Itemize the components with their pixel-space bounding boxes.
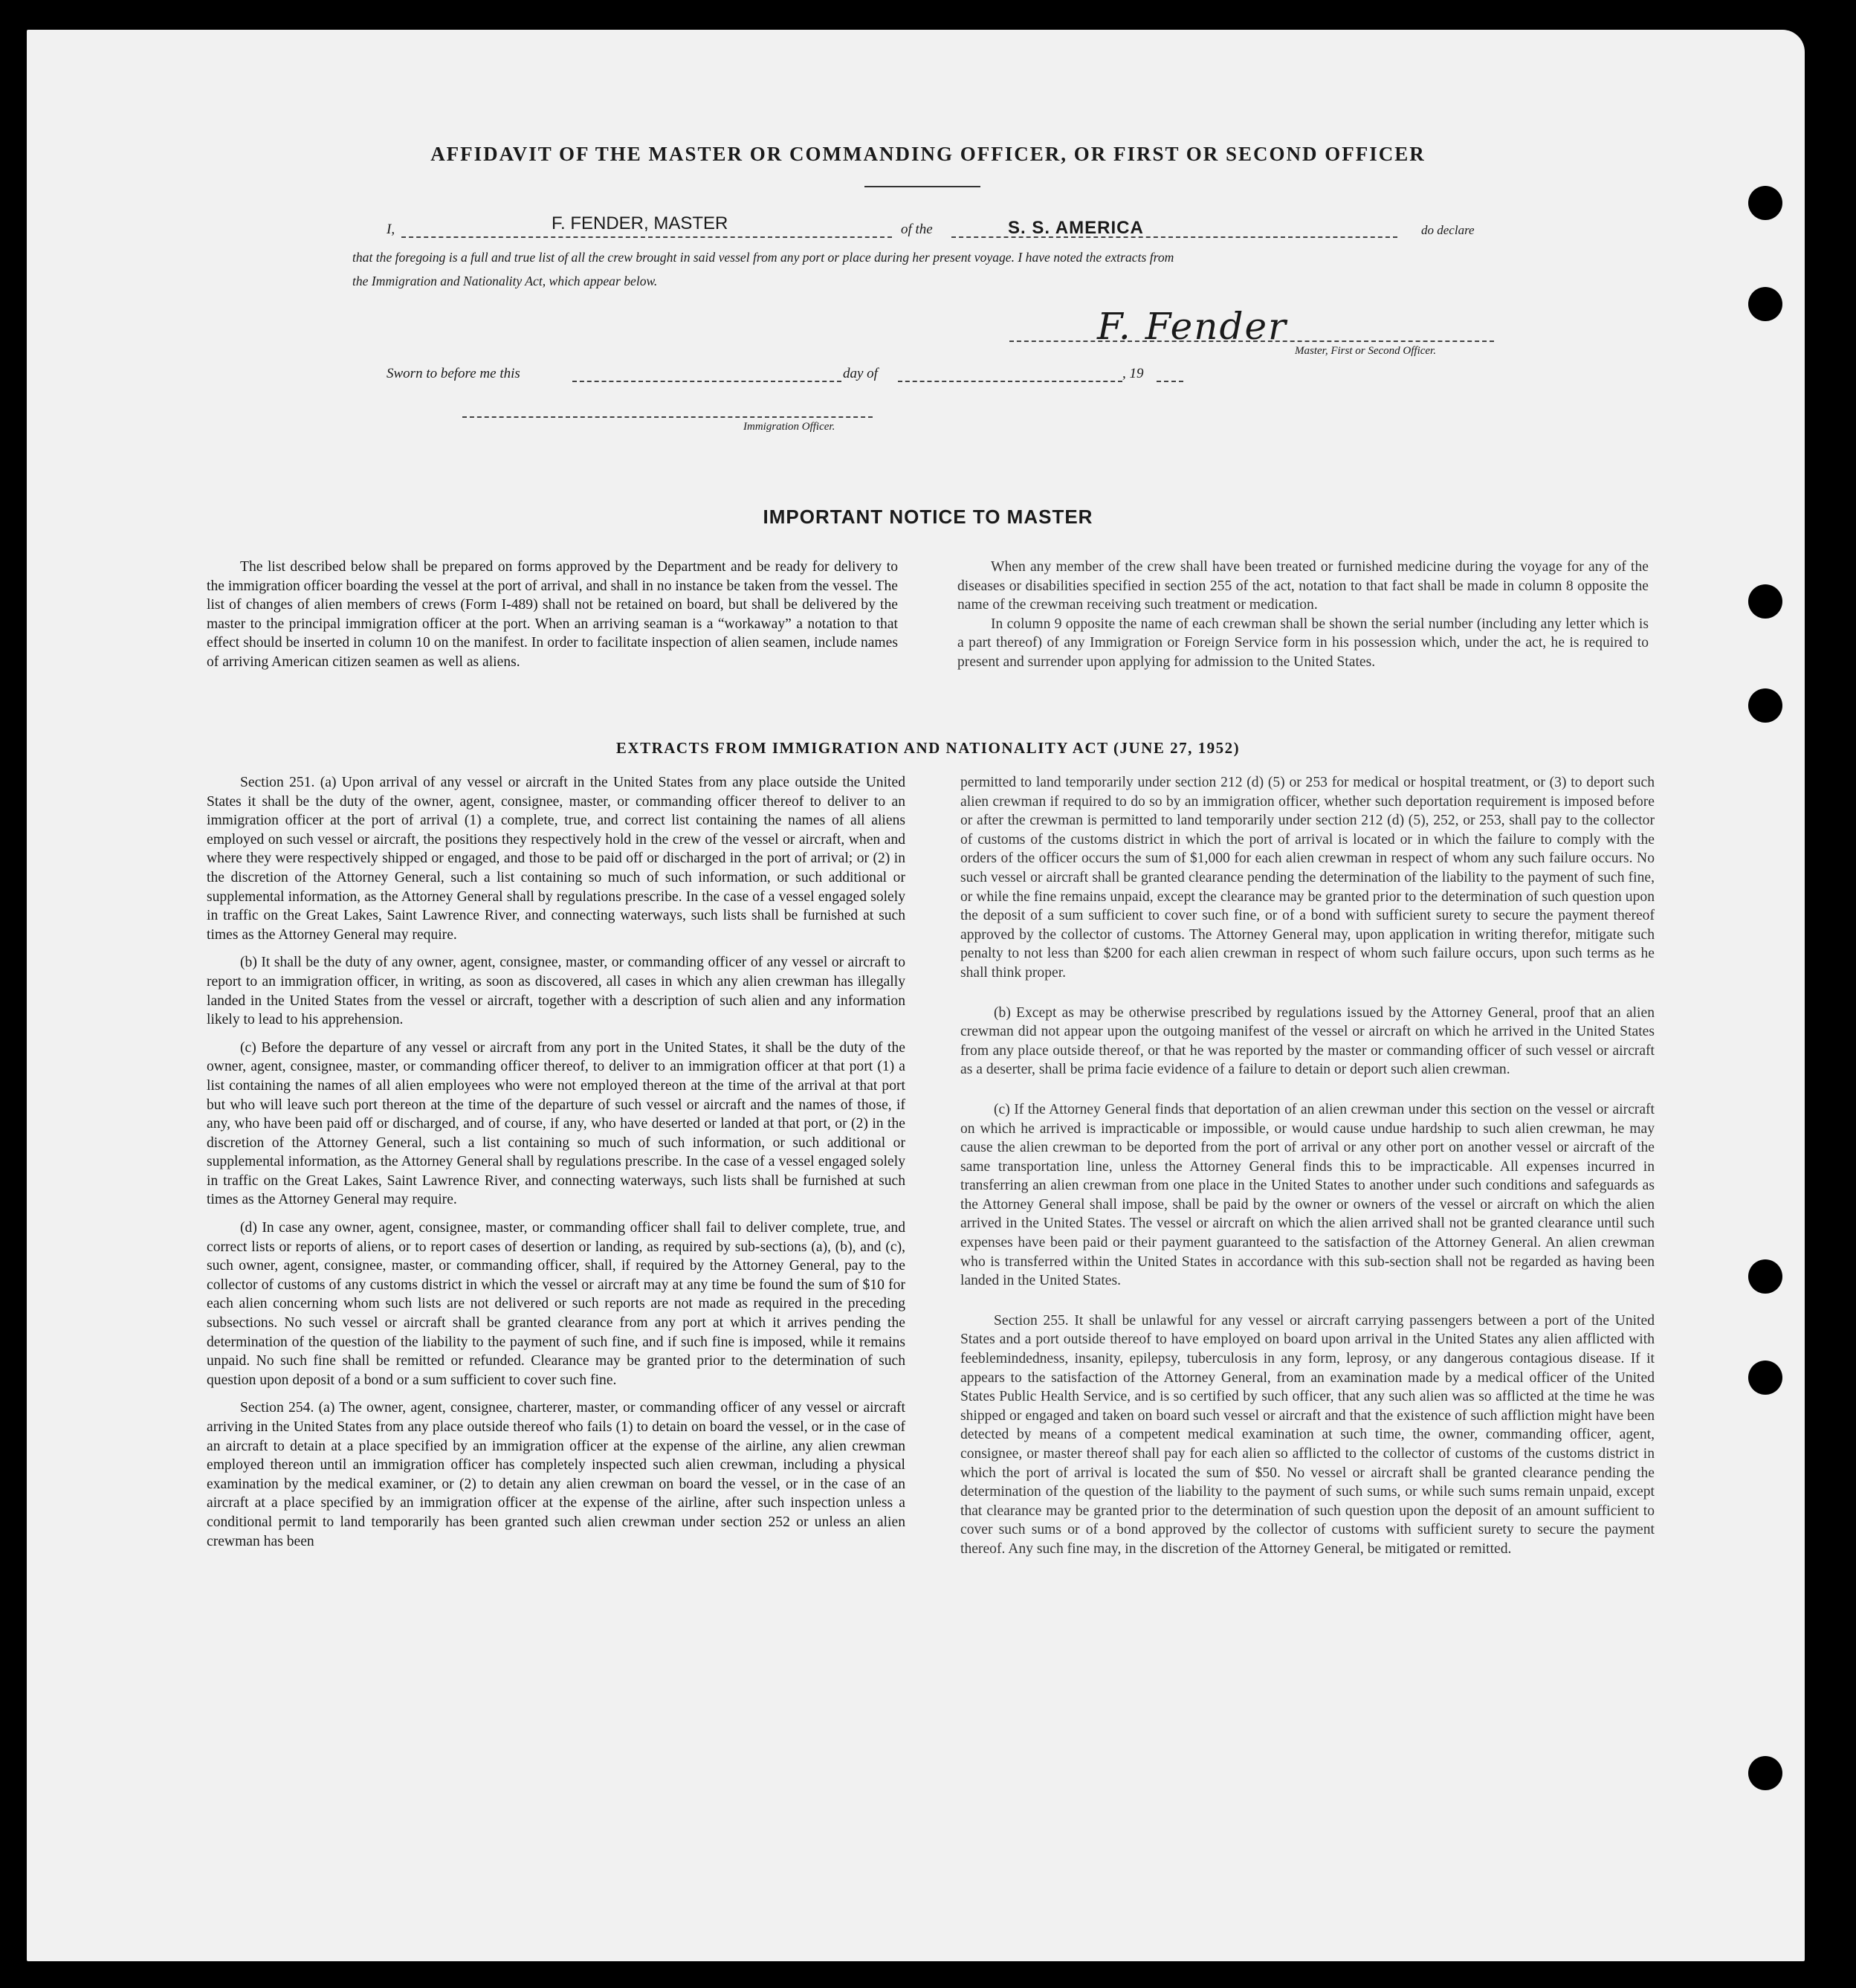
affidavit-line-3: the Immigration and Nationality Act, which appear below. <box>352 274 658 288</box>
notice-right-paragraph-2: In column 9 opposite the name of each crewman shall be shown the serial number (including any letter which is a part thereof) of any Immigration or Foreign Service form in his possession which, under the act, he is required to present and surrender upon applying for admission to the United States. <box>957 616 1649 670</box>
section-254-a-continued: permitted to land temporarily under section 212 (d) (5) or 253 for medical or hospital treatment, or (3) to deport such alien crewman if required to do so by an immigration officer, whether such deportation requirement is imposed before or after the crewman is permitted to land temporarily under section 212 (d) (5), 252, or 253, shall pay to the collector of customs of the customs district in which the port of arrival is located or in which the failure to comply with the orders of the officer occurs the sum of $1,000 for each alien crewman in respect of whom any such failure occurs. No such vessel or aircraft shall be granted clearance pending the determination of the liability to the payment of such fine, or while the fine remains unpaid, except the clearance may be granted prior to the determination of such question upon the deposit of a sum sufficient to cover such fine, or of a bond with sufficient surety to secure the payment thereof approved by the collector of customs. The Attorney General may, upon application in writing therefor, mitigate such penalty to not less than $200 for each alien crewman in respect of whom such failure occurs, upon such terms as he shall think proper. <box>960 775 1655 981</box>
sworn-month-line <box>898 381 1122 382</box>
officer-caption: Immigration Officer. <box>743 421 835 433</box>
binder-hole <box>1748 1756 1782 1790</box>
affidavit-line-2: that the foregoing is a full and true list of all the crew brought in said vessel from any port or place during her present voyage. I have noted the extracts from <box>352 250 1174 265</box>
day-of-label: day of <box>843 366 878 381</box>
binder-hole <box>1748 1361 1782 1395</box>
section-251-c: (c) Before the departure of any vessel or aircraft from any port in the United States, it shall be the duty of the owner, agent, consignee, master, or commanding officer thereof, to deliver to an immigration officer at that port (1) a list containing the names of all alien employees who were not employed thereon at the time of the arrival at that port but who will leave such port thereon at the time of the departure of such vessel or aircraft and the names of those, if any, who have been paid off or discharged, and of course, if any, who have deserted or landed at that port, or (2) in the discretion of the Attorney General, such a list containing so much of such information, or such additional or supplemental information, as the Attorney General shall by regulations prescribe. In the case of a vessel engaged solely in traffic on the Great Lakes, Saint Lawrence River, and connecting waterways, such lists shall be furnished at such times as the Attorney General may require. <box>207 1039 905 1208</box>
section-254-c: (c) If the Attorney General finds that deportation of an alien crewman under this section on the vessel or aircraft on which he arrived is impracticable or impossible, or would cause undue hardship to such alien crewman, he may cause the alien crewman to be deported from the port of arrival or any other port on another vessel or aircraft of the same transportation line, unless the Attorney General finds this to be impracticable. All expenses incurred in transferring an alien crewman from one place in the United States to another under such conditions and safeguards as the Attorney General shall impose, shall be paid by the owner or owners of the vessel or aircraft on which the alien arrived in the United States. The vessel or aircraft on which the alien arrived shall not be granted clearance until such expenses have been paid or their payment guaranteed to the satisfaction of the Attorney General. An alien crewman who is transferred within the United States in accordance with this sub-section shall not be regarded as having been landed in the United States. <box>960 1101 1655 1289</box>
binder-hole <box>1748 1259 1782 1294</box>
section-251-a: Section 251. (a) Upon arrival of any vessel or aircraft in the United States from any place outside the United States it shall be the duty of the owner, agent, consignee, master, or commanding officer thereof to deliver to an immigration officer at the port of arrival (1) a complete, true, and correct list containing the names of all aliens employed on such vessel or aircraft, the positions they respectively hold in the crew of the vessel or aircraft, when and where they were respectively shipped or engaged, and those to be paid off or discharged in the port of arrival; or (2) in the discretion of the Attorney General, such a list containing so much of such information, or such additional or supplemental information, as the Attorney General shall by regulations prescribe. In the case of a vessel engaged solely in traffic on the Great Lakes, Saint Lawrence River, and connecting waterways, such lists shall be furnished at such times as the Attorney General may require. <box>207 775 905 943</box>
section-254-b: (b) Except as may be otherwise prescribed by regulations issued by the Attorney General, proof that an alien crewman did not appear upon the outgoing manifest of the vessel or aircraft on which he arrived in the United States from any place outside thereof, or that he was reported by the master or commanding officer of such vessel or aircraft as a deserter, shall be prima facie evidence of a failure to detain or deport such alien crewman. <box>960 1004 1655 1078</box>
extracts-title: EXTRACTS FROM IMMIGRATION AND NATIONALITY ACT (JUNE 27, 1952) <box>615 739 1241 757</box>
notice-right-paragraph-1: When any member of the crew shall have been treated or furnished medicine during the voyage for any of the diseases or disabilities specified in section 255 of the act, notation to that fact shall be made in column 8 opposite the name of the crewman receiving such treatment or medication. <box>957 559 1649 613</box>
section-251-d: (d) In case any owner, agent, consignee, master, or commanding officer shall fail to deliver complete, true, and correct lists or reports of aliens, or to report cases of desertion or landing, as required by sub-sections (a), (b), and (c), such owner, agent, consignee, master, or commanding officer, shall, if required by the Attorney General, pay to the collector of customs of any customs district in which the vessel or aircraft may at any time be found the sum of $10 for each alien concerning whom such lists are not delivered or such reports are not made as required in the preceding subsections. No such vessel or aircraft shall be granted clearance from any port at which it arrives pending the determination of the question of the liability to the payment of such fine, and if such fine is imposed, while it remains unpaid. No such fine shall be remitted or refunded. Clearance may be granted prior to the determination of such question upon deposit of a bond or a sum sufficient to cover such fine. <box>207 1220 905 1388</box>
notice-left-paragraph: The list described below shall be prepared on forms approved by the Department and be ready for delivery to the immigration officer boarding the vessel at the port of arrival, and shall in no instance be taken from the vessel. The list of changes of alien members of crews (Form I-489) shall not be retained on board, but shall be delivered by the master to the principal immigration officer at the port. When an arriving seaman is a “workaway” a notation to that effect should be inserted in column 10 on the manifest. In order to facilitate inspection of alien seamen, include names of arriving American citizen seamen as well as aliens. <box>207 559 898 670</box>
year-line <box>1157 381 1183 382</box>
master-signature: F. Fender <box>1097 305 1287 348</box>
master-name: F. FENDER, MASTER <box>552 213 728 233</box>
officer-signature-line <box>462 416 873 418</box>
notice-title: IMPORTANT NOTICE TO MASTER <box>763 506 1093 528</box>
sworn-label: Sworn to before me this <box>387 366 520 381</box>
name-line <box>401 236 892 238</box>
sworn-day-line <box>572 381 841 382</box>
section-251-b: (b) It shall be the duty of any owner, agent, consignee, master, or commanding officer of any vessel or aircraft to report to an immigration officer, in writing, as soon as discovered, all cases in which any alien crewman has illegally landed in the United States from the vessel or aircraft, together with a description of such alien and any information likely to lead to his apprehension. <box>207 955 905 1028</box>
notice-right-text <box>957 558 1649 672</box>
notice-left-text <box>207 558 898 672</box>
section-255: Section 255. It shall be unlawful for any vessel or aircraft carrying passengers between a port of the United States and a port outside thereof to have employed on board upon arrival in the United States any alien afflicted with feeblemindedness, insanity, epilepsy, tuberculosis in any form, leprosy, or any dangerous contagious disease. If it appears to the satisfaction of the Attorney General, from an examination made by a medical officer of the United States Public Health Service, and is so certified by such officer, that any such alien was so afflicted at the time he was shipped or engaged and taken on board such vessel or aircraft and that the existence of such affliction might have been detected by means of a competent medical examination at such time, the owner, commanding officer, agent, consignee, or master thereof shall pay for each alien so afflicted to the collector of customs of the customs district in which the port of arrival is located the sum of $50. No vessel or aircraft shall be granted clearance pending the determination of the question of the liability to the payment of such sums, or while such sums remain unpaid, except that clearance may be granted prior to the determination of such question upon the deposit of an amount sufficient to cover such sums or of a bond approved by the collector of customs with sufficient surety to secure the payment thereof. Any such fine may, in the discretion of the Attorney General, be mitigated or remitted. <box>960 1312 1655 1557</box>
master-caption: Master, First or Second Officer. <box>1295 345 1436 357</box>
do-declare-label: do declare <box>1421 223 1475 237</box>
vessel-name: S. S. AMERICA <box>1008 218 1144 238</box>
binder-hole <box>1748 186 1782 220</box>
binder-hole <box>1748 584 1782 619</box>
year-label: , 19 <box>1122 366 1144 381</box>
binder-hole <box>1748 688 1782 723</box>
affidavit-title: AFFIDAVIT OF THE MASTER OR COMMANDING OFFICER, OR FIRST OR SECOND OFFICER <box>430 143 1426 165</box>
extracts-right-column <box>960 773 1655 1568</box>
extracts-left-column <box>207 773 905 1560</box>
i-label: I, <box>387 222 395 237</box>
section-254-a: Section 254. (a) The owner, agent, consignee, charterer, master, or commanding officer of any vessel or aircraft arriving in the United States from any place outside thereof who fails (1) to detain on board the vessel, or in the case of an aircraft to detain at a place specified by an immigration officer at the expense of the airline, any alien crewman employed thereon until an immigration officer has completely inspected such alien crewman, including a physical examination by the medical examiner, or (2) to detain any alien crewman on board the vessel, or in the case of an aircraft at a place specified by an immigration officer at the expense of the airline, after such inspection unless a conditional permit to land temporarily has been granted such alien crewman under section 252 or unless an alien crewman has been <box>207 1400 905 1549</box>
signature-line <box>1009 341 1494 342</box>
of-the-label: of the <box>901 222 933 237</box>
binder-hole <box>1748 287 1782 321</box>
title-rule <box>864 186 980 187</box>
